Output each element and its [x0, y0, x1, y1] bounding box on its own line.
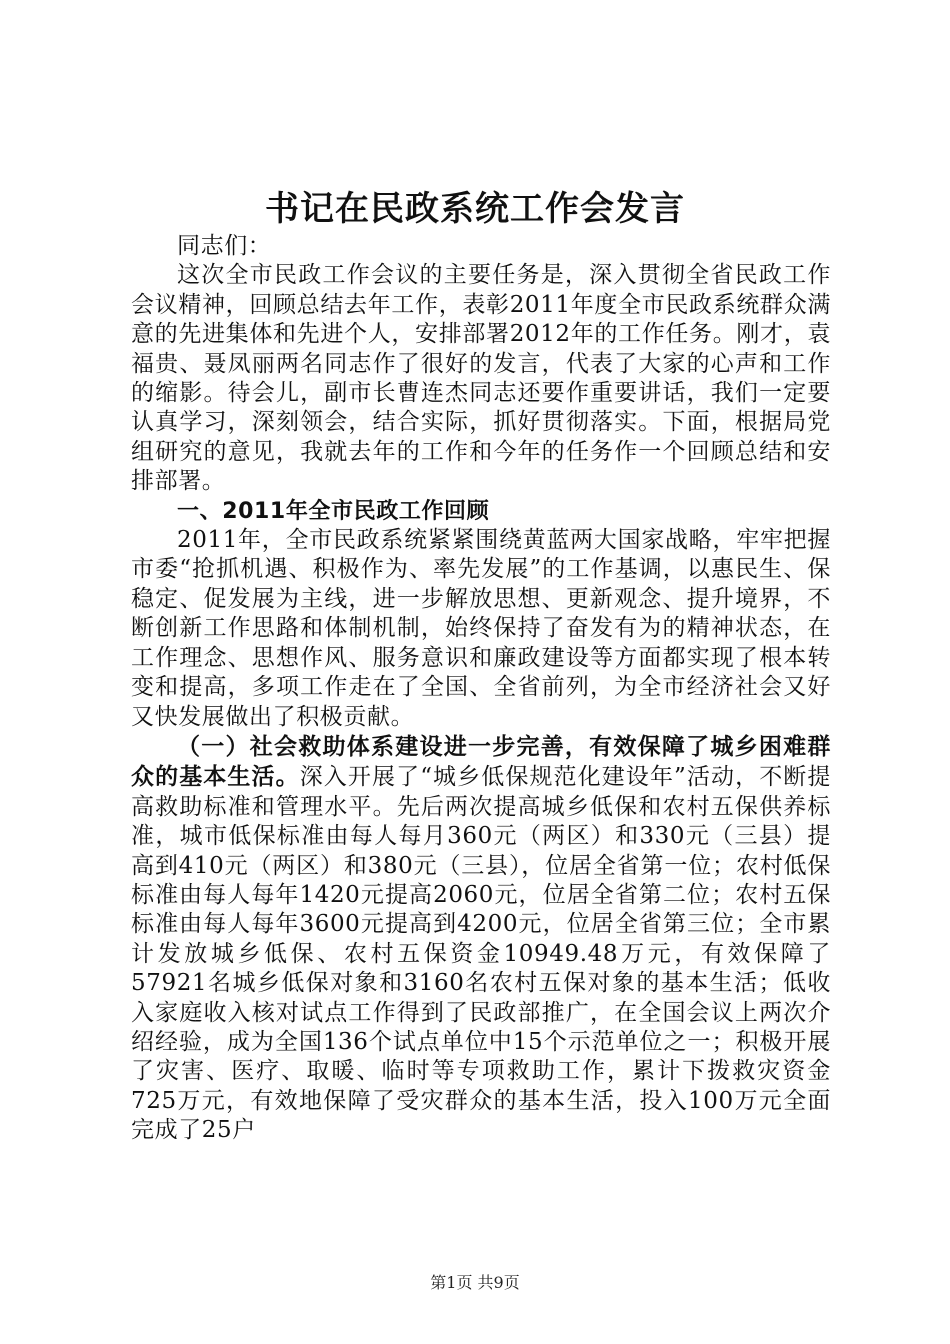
- section-heading-1: 一、2011年全市民政工作回顾: [177, 498, 490, 524]
- paragraph-3-body: 深入开展了“城乡低保规范化建设年”活动，不断提高救助标准和管理水平。先后两次提高城乡低保和农村五保供养标准，城市低保标准由每人每月360元（两区）和330元（三县）提高到410元（两区）和380元（三县），位居全省第一位；农村低保标准由每人每年1420元提高2060元，位居全省第二位；农村五保标准由每人每年3600元提高到4200元，位居全省第三位；全市累计发放城乡低保、农村五保资金10949.48万元，有效保障了57921名城乡低保对象和3160名农村五保对象的基本生活；低收入家庭收入核对试点工作得到了民政部推广，在全国会议上两次介绍经验，成为全国136个试点单位中15个示范单位之一；积极开展了灾害、医疗、取暖、临时等专项救助工作，累计下拨救灾资金725万元，有效地保障了受灾群众的基本生活，投入100万元全面完成了25户: [131, 764, 831, 1144]
- document-body: [131, 232, 831, 1146]
- paragraph-3-lead: （一）社会救助体系建设进一步完善，有效保障了城乡困难群众的基本生活。: [131, 732, 831, 791]
- paragraph-3: [131, 732, 831, 1146]
- paragraph-2: 2011年，全市民政系统紧紧围绕黄蓝两大国家战略，牢牢把握市委“抢抓机遇、积极作为、率先发展”的工作基调，以惠民生、保稳定、促发展为主线，进一步解放思想、更新观念、提升境界，不断创新工作思路和体制机制，始终保持了奋发有为的精神状态，在工作理念、思想作风、服务意识和廉政建设等方面都实现了根本转变和提高，多项工作走在了全国、全省前列，为全市经济社会又好又快发展做出了积极贡献。: [131, 527, 831, 730]
- salutation: 同志们：: [177, 233, 272, 259]
- document-title: 书记在民政系统工作会发言: [265, 189, 685, 229]
- paragraph-1: 这次全市民政工作会议的主要任务是，深入贯彻全省民政工作会议精神，回顾总结去年工作，表彰2011年度全市民政系统群众满意的先进集体和先进个人，安排部署2012年的工作任务。刚才，袁福贵、聂凤丽两名同志作了很好的发言，代表了大家的心声和工作的缩影。待会儿，副市长曹连杰同志还要作重要讲话，我们一定要认真学习，深刻领会，结合实际，抓好贯彻落实。下面，根据局党组研究的意见，我就去年的工作和今年的任务作一个回顾总结和安排部署。: [131, 262, 831, 495]
- page-number-footer: 第1页 共9页: [430, 1273, 520, 1292]
